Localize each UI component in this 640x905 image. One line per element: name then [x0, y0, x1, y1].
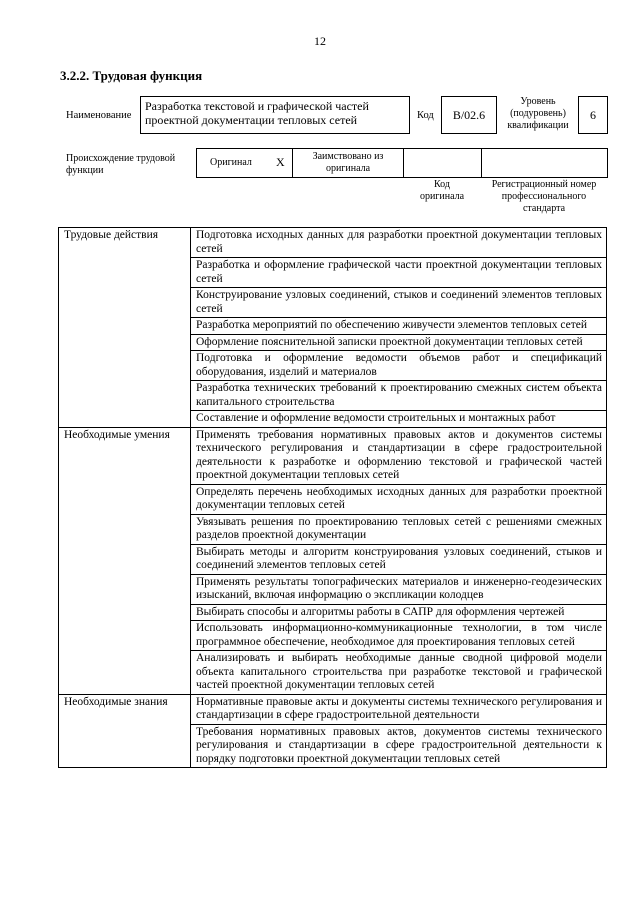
section-label-continuation [59, 484, 191, 514]
table-row [59, 724, 607, 768]
section-label-continuation [59, 288, 191, 318]
functions-table [58, 227, 607, 768]
item-description: Использовать информационно-коммуникационные технологии, в том числе программное обеспечение, необходимое для проектирования тепловых сетей [191, 621, 607, 651]
section-label: Необходимые умения [59, 427, 191, 484]
item-description: Подготовка исходных данных для разработки проектной документации тепловых сетей [191, 228, 607, 258]
table-row [59, 484, 607, 514]
section-label-continuation [59, 651, 191, 695]
code-original-label: Код оригинала [419, 179, 465, 202]
code-label: Код [417, 110, 434, 121]
item-description: Оформление пояснительной записки проектной документации тепловых сетей [191, 334, 607, 351]
table-row [59, 334, 607, 351]
table-row [59, 651, 607, 695]
item-description: Выбирать методы и алгоритм конструирования узловых соединений, стыков и соединений элементов тепловых сетей [191, 544, 607, 574]
origin-divider-1 [292, 148, 293, 178]
item-description: Выбирать способы и алгоритмы работы в САПР для оформления чертежей [191, 604, 607, 621]
origin-row-box [196, 148, 608, 178]
table-row [59, 694, 607, 724]
section-label-continuation [59, 621, 191, 651]
section-label-continuation [59, 411, 191, 428]
code-value: B/02.6 [441, 96, 497, 134]
table-row [59, 351, 607, 381]
item-description: Составление и оформление ведомости строительных и монтажных работ [191, 411, 607, 428]
table-row [59, 288, 607, 318]
table-row [59, 514, 607, 544]
reg-number-label: Регистрационный номер профессионального стандарта [491, 179, 597, 214]
section-label-continuation [59, 381, 191, 411]
section-label-continuation [59, 724, 191, 768]
section-label-continuation [59, 258, 191, 288]
origin-divider-3 [481, 148, 482, 178]
section-label-continuation [59, 334, 191, 351]
table-row [59, 381, 607, 411]
table-row [59, 411, 607, 428]
section-label-continuation [59, 544, 191, 574]
page-number: 12 [314, 34, 326, 48]
section-label-continuation [59, 351, 191, 381]
item-description: Анализировать и выбирать необходимые данные сводной цифровой модели объекта капитального строительства при разработке текстовой и графической частей проектной документации тепловых сетей [191, 651, 607, 695]
item-description: Разработка технических требований к проектированию смежных систем объекта капитального строительства [191, 381, 607, 411]
section-label: Необходимые знания [59, 694, 191, 724]
item-description: Нормативные правовые акты и документы системы технического регулирования и стандартизации в сфере градостроительной деятельности [191, 694, 607, 724]
item-description: Применять требования нормативных правовых актов и документов системы технического регулирования и стандартизации в сфере градостроительной деятельности к разработке и оформлению текстовой и графической частей проектной документации тепловых сетей [191, 427, 607, 484]
section-label: Трудовые действия [59, 228, 191, 258]
section-label-continuation [59, 318, 191, 335]
table-row [59, 544, 607, 574]
name-value: Разработка текстовой и графической частей проектной документации тепловых сетей [140, 96, 410, 134]
section-title: 3.2.2. Трудовая функция [60, 68, 203, 83]
item-description: Определять перечень необходимых исходных данных для разработки проектной документации тепловых сетей [191, 484, 607, 514]
item-description: Конструирование узловых соединений, стыков и соединений элементов тепловых сетей [191, 288, 607, 318]
section-label-continuation [59, 574, 191, 604]
table-row [59, 258, 607, 288]
table-row [59, 427, 607, 484]
table-row [59, 604, 607, 621]
name-label: Наименование [66, 110, 132, 121]
level-label: Уровень (подуровень) квалификации [507, 96, 569, 131]
borrowed-label: Заимствовано из оригинала [312, 151, 384, 174]
item-description: Подготовка и оформление ведомости объемов работ и спецификаций оборудования, изделий и материалов [191, 351, 607, 381]
level-value: 6 [578, 96, 608, 134]
item-description: Разработка и оформление графической части проектной документации тепловых сетей [191, 258, 607, 288]
item-description: Требования нормативных правовых актов, документов системы технического регулирования и стандартизации в сфере градостроительной деятельности к порядку подготовки проектной документации тепловых сетей [191, 724, 607, 768]
section-label-continuation [59, 514, 191, 544]
section-label-continuation [59, 604, 191, 621]
table-row [59, 318, 607, 335]
item-description: Применять результаты топографических материалов и инженерно-геодезических изысканий, включая информацию о экспликации колодцев [191, 574, 607, 604]
table-row [59, 574, 607, 604]
table-row [59, 621, 607, 651]
table-row [59, 228, 607, 258]
original-label: Оригинал [210, 157, 252, 168]
origin-divider-2 [403, 148, 404, 178]
original-mark: X [276, 155, 285, 169]
item-description: Увязывать решения по проектированию тепловых сетей с решениями смежных разделов проектной документации [191, 514, 607, 544]
origin-label: Происхождение трудовой функции [66, 153, 176, 176]
item-description: Разработка мероприятий по обеспечению живучести элементов тепловых сетей [191, 318, 607, 335]
